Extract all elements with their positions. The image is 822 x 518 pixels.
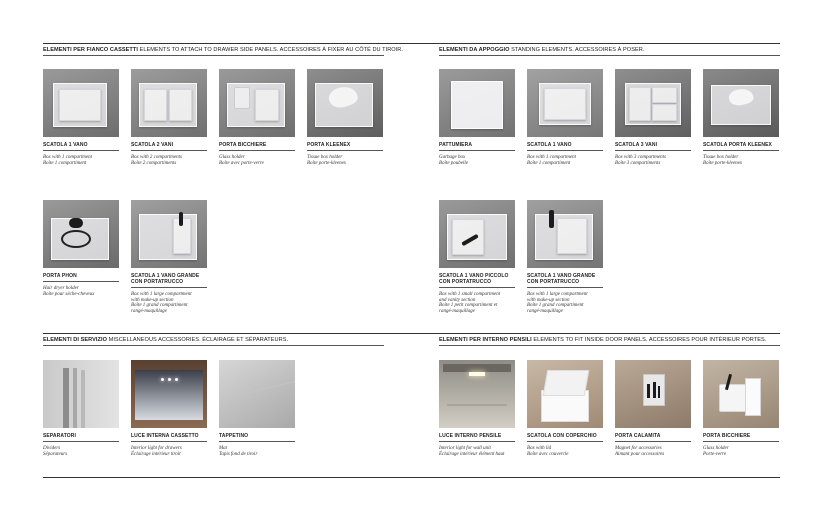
product-scatola-1-vano-piccolo (439, 200, 515, 314)
product-description: Box with 2 compartments Boîte 2 compartiments (131, 155, 182, 166)
product-separatori (43, 360, 119, 457)
product-name: SCATOLA 1 VANO (527, 142, 572, 148)
product-photo-mat (219, 360, 295, 428)
page-bottom-rule (43, 477, 780, 478)
product-description: Box with 1 compartment Boîte 1 compartiment (43, 155, 93, 166)
product-photo-tissue-holder (307, 69, 383, 137)
product-name: SCATOLA CON COPERCHIO (527, 433, 597, 439)
product-photo-box-with-lid (527, 360, 603, 428)
product-name: LUCE INTERNA CASSETTO (131, 433, 199, 439)
product-name: PORTA CALAMITA (615, 433, 661, 439)
product-scatola-porta-kleenex (703, 69, 779, 166)
product-name: LUCE INTERNO PENSILE (439, 433, 502, 439)
product-photo-wall-glass-holder (703, 360, 779, 428)
product-description: Tissue box holder Boîte porte-kleenex (307, 155, 347, 166)
product-description: Box with 1 small compartment and vanity section Boîte 1 petit compartiment et rangé-maquillage (439, 292, 501, 314)
product-description: Glass holder Boîte avec porte-verre (219, 155, 264, 166)
product-description: Garbage box Boîte poubelle (439, 155, 469, 166)
product-description: Tissue box holder Boîte porte-kleenex (703, 155, 743, 166)
product-photo-dividers (43, 360, 119, 428)
product-name: TAPPETINO (219, 433, 249, 439)
product-photo-box-1-compartment (43, 69, 119, 137)
product-name: SCATOLA 3 VANI (615, 142, 658, 148)
product-photo-hair-dryer-holder (43, 200, 119, 268)
product-porta-phon (43, 200, 119, 297)
product-luce-interno-pensile (439, 360, 515, 457)
product-scatola-con-coperchio (527, 360, 603, 457)
product-description: Box with 1 large compartment with make-up section Boîte 1 grand compartiment rangé-maquillage (131, 292, 192, 314)
product-name: PATTUMIERA (439, 142, 473, 148)
product-photo-drawer-light (131, 360, 207, 428)
product-name: SCATOLA 1 VANO GRANDE CON PORTATRUCCO (131, 273, 200, 285)
product-photo-box-3-compartments (615, 69, 691, 137)
product-description: Mat Tapis fond de tiroir (219, 446, 258, 457)
product-scatola-1-vano (43, 69, 119, 166)
product-description: Box with 3 compartments Boîte 3 compartiments (615, 155, 666, 166)
product-scatola-2-vani (131, 69, 207, 166)
product-name: SCATOLA 1 VANO PICCOLO CON PORTATRUCCO (439, 273, 509, 285)
product-photo-glass-holder (219, 69, 295, 137)
product-description: Glass holder Porte-verre (703, 446, 729, 457)
product-photo-box-2-compartments (131, 69, 207, 137)
product-name: SCATOLA 1 VANO GRANDE CON PORTATRUCCO (527, 273, 596, 285)
section-header-standing: ELEMENTI DA APPOGGIO STANDING ELEMENTS. ACCESSOIRES À POSER. (439, 47, 645, 53)
product-luce-interna-cassetto (131, 360, 207, 457)
product-porta-bicchiere-wall (703, 360, 779, 457)
product-name: PORTA KLEENEX (307, 142, 351, 148)
product-photo-box-1-compartment-standing (527, 69, 603, 137)
product-photo-wall-unit-light (439, 360, 515, 428)
product-porta-bicchiere (219, 69, 295, 166)
product-photo-small-box-makeup (439, 200, 515, 268)
section-rule-top-left (43, 55, 384, 56)
product-description: Magnet for accessories Aimant pour accessoires (615, 446, 665, 457)
product-name: PORTA BICCHIERE (703, 433, 751, 439)
section-rule-top-right (439, 55, 780, 56)
product-photo-garbage-box (439, 69, 515, 137)
page-top-rule (43, 43, 780, 44)
product-porta-kleenex (307, 69, 383, 166)
product-description: Box with 1 compartment Boîte 1 compartiment (527, 155, 577, 166)
product-name: SEPARATORI (43, 433, 76, 439)
product-name: PORTA PHON (43, 273, 77, 279)
product-description: Dividers Séparateurs (43, 446, 68, 457)
product-photo-magnet-holder (615, 360, 691, 428)
section-rule-bottom-left (43, 345, 384, 346)
product-description: Box with 1 large compartment with make-up section Boîte 1 grand compartiment rangé-maquillage (527, 292, 588, 314)
section-header-drawer-side: ELEMENTI PER FIANCO CASSETTI ELEMENTS TO ATTACH TO DRAWER SIDE PANELS. ACCESSOIRES À FIXER AU CÔTÉ DU TIROIR. (43, 47, 403, 53)
page-middle-rule (43, 333, 780, 334)
product-tappetino (219, 360, 295, 457)
product-scatola-1-vano-standing (527, 69, 603, 166)
product-photo-large-box-makeup-standing (527, 200, 603, 268)
product-scatola-1-vano-grande (131, 200, 207, 314)
section-header-miscellaneous: ELEMENTI DI SERVIZIO MISCELLANEOUS ACCESSORIES. ÉCLAIRAGE ET SÉPARATEURS. (43, 337, 289, 343)
product-description: Hair dryer holder Boîte pour sèche-cheveux (43, 286, 95, 297)
product-description: Box with lid Boîte avec couvercle (527, 446, 569, 457)
product-name: PORTA BICCHIERE (219, 142, 267, 148)
product-scatola-3-vani (615, 69, 691, 166)
product-name: SCATOLA PORTA KLEENEX (703, 142, 772, 148)
section-rule-bottom-right (439, 345, 780, 346)
product-description: Interior light for wall unit Éclairage intérieur élément haut (439, 446, 505, 457)
product-description: Interior light for drawers Éclairage intérieur tiroir (131, 446, 182, 457)
product-photo-tissue-box (703, 69, 779, 137)
product-scatola-1-vano-grande-standing (527, 200, 603, 314)
product-porta-calamita (615, 360, 691, 457)
product-name: SCATOLA 1 VANO (43, 142, 88, 148)
section-header-door-panels: ELEMENTI PER INTERNO PENSILI ELEMENTS TO FIT INSIDE DOOR PANELS. ACCESSOIRES POUR INTÉRIEUR PORTES. (439, 337, 767, 343)
product-photo-large-box-makeup (131, 200, 207, 268)
product-pattumiera (439, 69, 515, 166)
product-name: SCATOLA 2 VANI (131, 142, 174, 148)
